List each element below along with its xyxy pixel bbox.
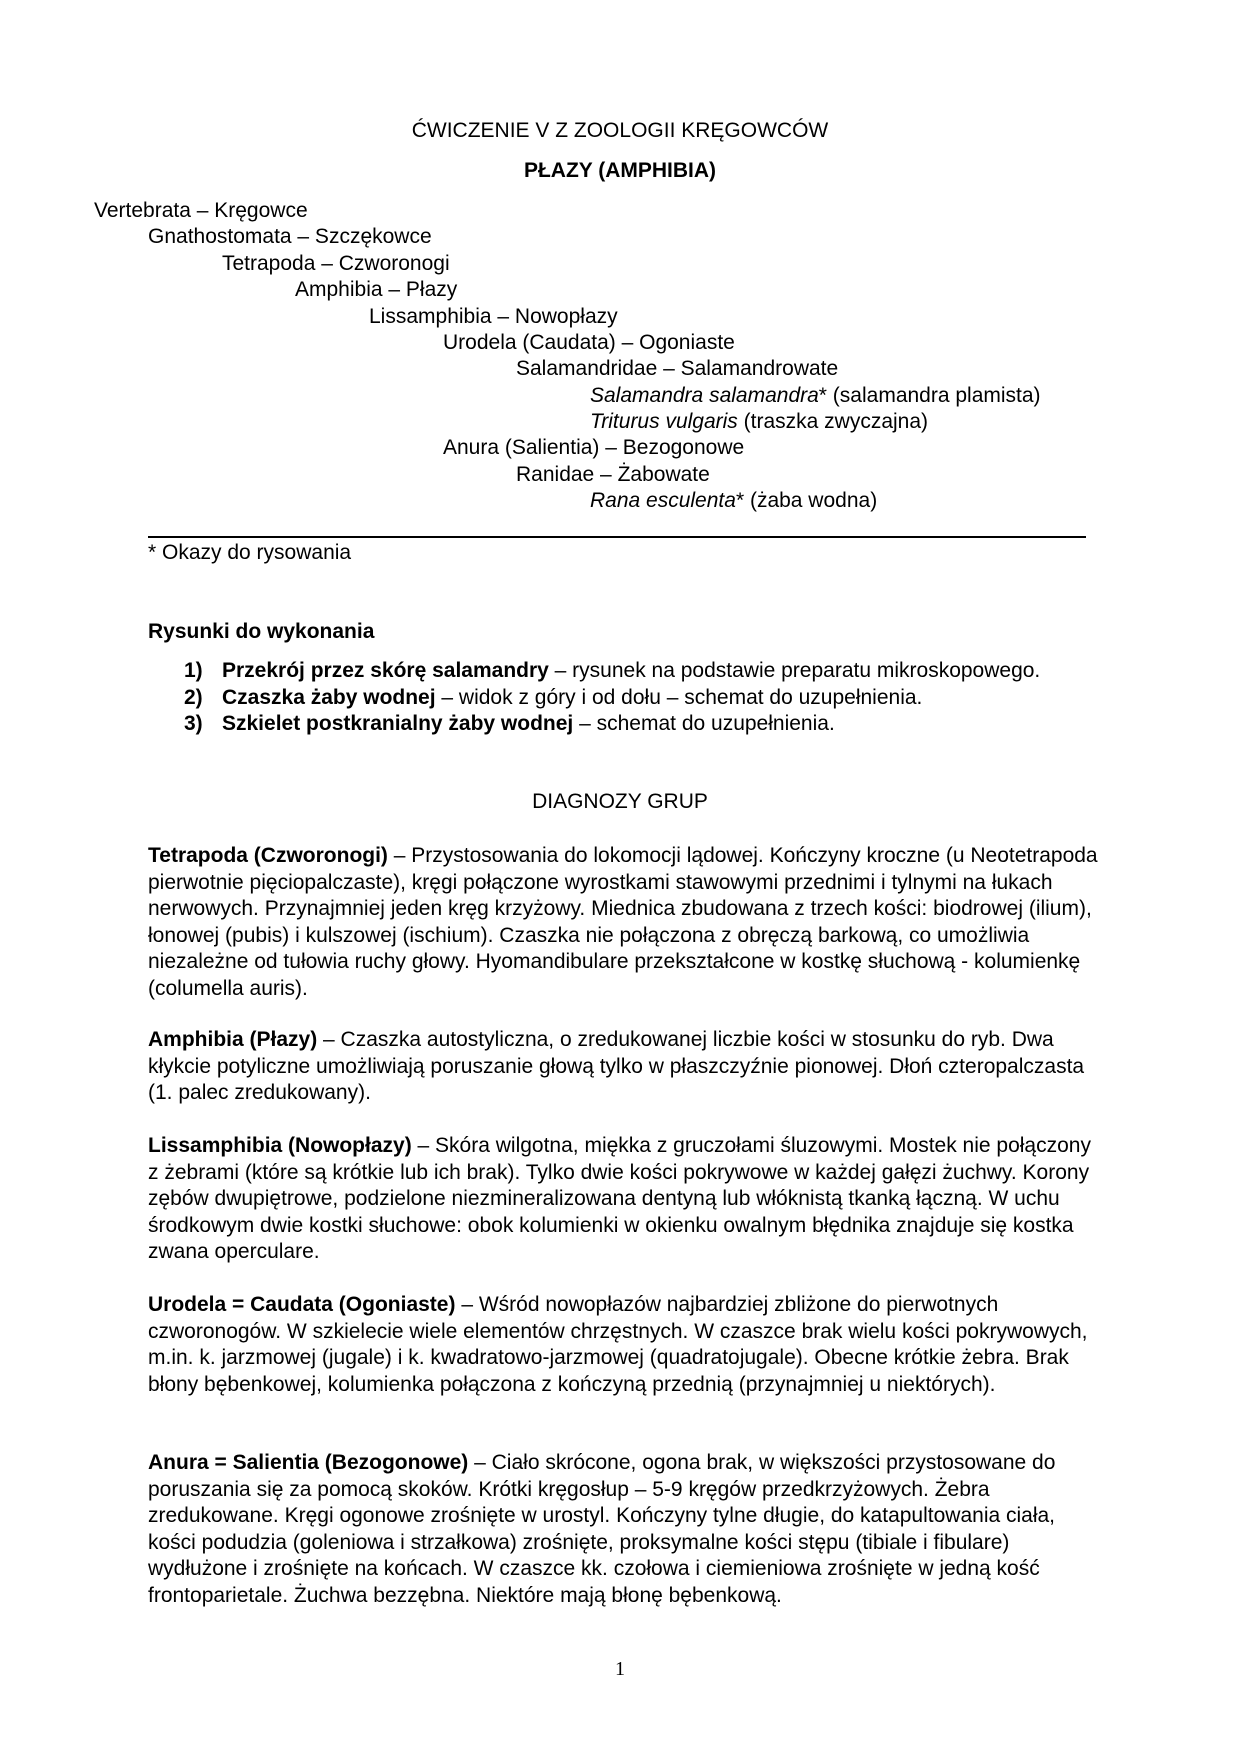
taxon-urodela: Urodela (Caudata) – Ogoniaste [443, 331, 735, 354]
diagnoses-heading: DIAGNOZY GRUP [532, 790, 708, 813]
list-item: 3) Szkielet postkranialny żaby wodnej – schemat do uzupełnienia. [184, 712, 835, 735]
diagnosis-lissamphibia: Lissamphibia (Nowopłazy) – Skóra wilgotna, miękka z gruczołami śluzowymi. Mostek nie połączony z żebrami (które są krótkie lub ich brak). Tylko dwie kości pokrywowe w każdej gałęzi żuchwy. Korony zębów dwupiętrowe, podzielone niezmineralizowana dentyną lub włóknistą tkanką łączną. W uchu środkowym dwie kostki słuchowe: obok kolumienki w okienku owalnym błędnika znajduje się kostka zwana operculare. [148, 1134, 1091, 1263]
diagnosis-amphibia: Amphibia (Płazy) – Czaszka autostyliczna, o zredukowanej liczbie kości w stosunku do ryb. Dwa kłykcie potyliczne umożliwiają poruszanie głową tylko w płaszczyźnie pionowej. Dłoń czteropalczasta (1. palec zredukowany). [148, 1028, 1085, 1104]
diagnosis-anura: Anura = Salientia (Bezogonowe) – Ciało skrócone, ogona brak, w większości przystosowane do poruszania się za pomocą skoków. Krótki kręgosłup – 5-9 kręgów przedkrzyżowych. Żebra zredukowane. Kręgi ogonowe zrośnięte w urostyl. Kończyny tylne długie, do katapultowania ciała, kości podudzia (goleniowa i strzałkowa) zrośnięte, proksymalne kości stępu (tibiale i fibulare) wydłużone i zrośnięte na końcach. W czaszce kk. czołowa i ciemieniowa zrośnięte w jedną kość frontoparietale. Żuchwa bezzębna. Niektóre mają błonę bębenkową. [148, 1451, 1056, 1607]
drawings-list [184, 658, 1104, 738]
page-number: 1 [615, 1658, 625, 1680]
taxon-salamandridae: Salamandridae – Salamandrowate [516, 357, 839, 380]
drawings-heading: Rysunki do wykonania [148, 620, 375, 643]
taxon-lissamphibia: Lissamphibia – Nowopłazy [369, 305, 618, 328]
list-item: 2) Czaszka żaby wodnej – widok z góry i od dołu – schemat do uzupełnienia. [184, 685, 923, 709]
taxon-gnathostomata: Gnathostomata – Szczękowce [148, 225, 432, 248]
diagnosis-urodela: Urodela = Caudata (Ogoniaste) – Wśród nowopłazów najbardziej zbliżone do pierwotnych czworonogów. W szkielecie wiele elementów chrzęstnych. W czaszce brak wielu kości pokrywowych, m.in. k. jarzmowej (jugale) i k. kwadratowo-jarzmowej (quadratojugale). Obecne krótkie żebra. Brak błony bębenkowej, kolumienka połączona z kończyną przednią (przynajmniej u niektórych). [148, 1293, 1088, 1396]
taxon-amphibia: Amphibia – Płazy [295, 278, 458, 301]
species-rana: Rana esculenta* (żaba wodna) [590, 489, 878, 512]
taxon-vertebrata: Vertebrata – Kręgowce [94, 199, 308, 222]
species-salamandra: Salamandra salamandra* (salamandra plamista) [590, 384, 1041, 407]
page-subtitle: PŁAZY (AMPHIBIA) [523, 159, 717, 182]
footnote: * Okazy do rysowania [148, 541, 352, 564]
diagnosis-tetrapoda: Tetrapoda (Czworonogi) – Przystosowania do lokomocji lądowej. Kończyny kroczne (u Neotetrapoda pierwotnie pięciopalczaste), kręgi połączone wyrostkami stawowymi przednimi i tylnymi na łukach nerwowych. Przynajmniej jeden kręg krzyżowy. Miednica zbudowana z trzech kości: biodrowej (ilium), łonowej (pubis) i kulszowej (ischium). Czaszka nie połączona z obręczą barkową, co umożliwia niezależne od tułowia ruchy głowy. Hyomandibulare przekształcone w kostkę słuchową - kolumienkę (columella auris). [148, 844, 1098, 1000]
taxon-tetrapoda: Tetrapoda – Czworonogi [222, 252, 450, 275]
taxon-anura: Anura (Salientia) – Bezogonowe [443, 436, 745, 459]
page-title: ĆWICZENIE V Z ZOOLOGII KRĘGOWCÓW [411, 119, 829, 142]
species-triturus: Triturus vulgaris (traszka zwyczajna) [590, 410, 929, 433]
taxon-ranidae: Ranidae – Żabowate [516, 463, 710, 486]
list-item: 1) Przekrój przez skórę salamandry – rysunek na podstawie preparatu mikroskopowego. [184, 659, 1041, 682]
horizontal-rule [148, 536, 1086, 538]
